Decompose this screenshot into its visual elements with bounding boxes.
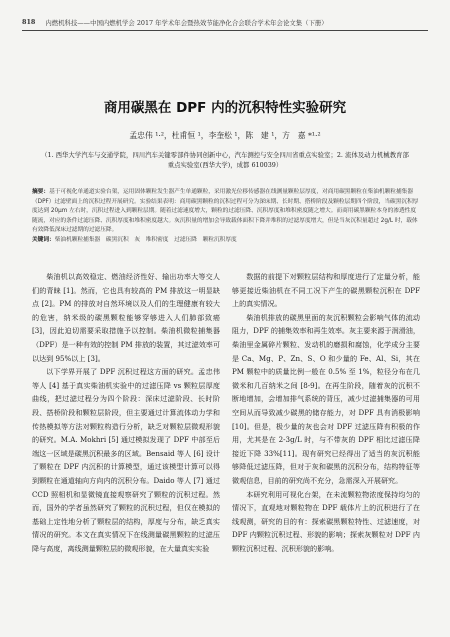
- paper-title: 商用碳黑在 DPF 内的沉积特性实验研究: [103, 100, 347, 116]
- abstract-text: 基于可视化单通道实验台架，运用固体颗粒发生器产生单通颗粒，采用激光位移传感器在线测量颗粒层厚度，对商用碳黑颗粒在柴油机颗粒捕集器（DPF）过滤壁面上的沉积过程开展研究。实验结果表明：商用碳黑颗粒的沉积过程可分为深床期、长时期、搭桥阶段及颗粒层期四个阶段，当碳黑沉积厚度达到 20μm 左右时，沉积过程进入到颗粒层期。随着过滤速度增大，颗粒的过滤压降、沉积厚度和堆积密度随之增大。而商用碳黑颗粒本身的渗透性度随流，对应的条件过滤压降、沉积厚度和堆积密度越大。灰沉积量的增加会导致载体面积下降并堆积的过滤厚度增大，但是当灰沉积量超过 2g/L 时，载体有效降低深床过滤期的过滤压降。: [32, 189, 419, 234]
- journal-name: 内燃机科技——中国内燃机学会 2017 年学术年会暨热效节能净化合会联合学术年会论文集（下册）: [45, 18, 328, 27]
- abstract-block: [32, 188, 420, 246]
- paragraph: 数据的前提下对颗粒层结构和厚度进行了定量分析，能够更接近柴油机在不同工况下产生的碳黑颗粒沉积在 DPF 上的真实情况。: [232, 272, 420, 309]
- body-column-left: [32, 270, 220, 555]
- paragraph: 本研究利用可视化台架，在未流颗粒物浓度保持均匀的情况下，直观地对颗粒物在 DPF 载体片上的沉积进行了在线观测，研究的目的有：探索碳黑颗粒特性、过滤速度，对 DPF 内颗粒沉积过程、形貌的影响；探索灰颗粒对 DPF 内颗粒沉积过程、沉积形貌的影响。: [232, 489, 420, 553]
- keywords-label: 关键词：: [32, 236, 55, 243]
- paragraph: 以下学界开展了 DPF 沉积过程这方面的研究。孟忠伟等人 [4] 基于真实柴油机实验中的过滤压降 vs 颗粒层厚度曲线，把过滤过程分为四个阶段：深床过滤阶段、长时阶段、搭桥阶段和颗粒层阶段，但主要通过计算流体动力学和传热模拟等方法对颗粒构造行分析，缺乏对颗粒层微观形貌的研究。M.A. Mokhri [5] 通过模拟发现了 DPF 中部至后端这一区域是碳黑沉积最多的区域。Bensaid 等人 [6] 设计了颗粒在 DPF 内沉积的计算模型，通过该模型计算可以得到颗粒在通道轴向方向内的沉积分布。Daido 等人 [7] 通过 CCD 照相机和显微镜直接观察研究了颗粒的沉积过程。然而，国外的学者虽然研究了颗粒的沉积过程，但仅在模拟的基础上定性地分析了颗粒层的结构，厚度与分布，缺乏真实情况的研究。本文在真实情况下在线测量碳黑颗粒的过滤压降与高度，离线测量颗粒层的微观形貌，在大量真实实验: [32, 367, 220, 553]
- affiliation: （1. 西华大学汽车与交通学院，四川汽车关键零部件协同创新中心，汽车测控与安全四川省重点实验室；2. 流体及动力机械教育部重点实验室(西华大学)，成都 610039）: [41, 151, 409, 169]
- paragraph: 柴油机排放的碳黑里面的灰沉积颗粒会影响气体的流动阻力，DPF 的捕集效率和再生效率。灰主要来源于润滑油，柴油里金属碎片颗粒、发动机的磨损和腐蚀，化学成分主要是 Ca、Mg、P、Zn、S、O 和少量的 Fe、Al、Si，其在 PM 颗粒中的质量比例一般在 0.5% 至 1%，粒径分布在几微米和几百纳米之间 [8-9]。在再生阶段，随着灰的沉积不断地增加，会增加排气系统的背压，减少过滤捕集器的可用空间从而导致减少碳黑的储存能力，对 DPF 具有消极影响 [10]。但是，极少量的灰也会对 DPF 过滤压降有积极的作用，尤其是在 2-3g/L 时，与不带灰的 DPF 相比过滤压降接近下降 33%[11]。现有研究已经得出了适当的灰沉积能够降低过滤压降，但对于灰和碳黑的沉积分布，结构特征等微观信息，目前的研究尚不充分，急需深入开展研究。: [232, 312, 420, 485]
- body-column-right: [232, 270, 420, 555]
- author-list: 孟忠伟 ¹·²，杜甫恒 ¹，李奎松 ¹，陈 建 ¹，方 嘉 *¹·²: [129, 131, 321, 140]
- abstract-label: 摘要：: [32, 189, 50, 195]
- running-header: [22, 14, 428, 31]
- page-number: 818: [22, 18, 36, 26]
- keywords-text: 柴油机颗粒捕集器 碳黑沉积 灰 堆积密度 过滤压降 颗粒沉积厚度: [54, 236, 237, 243]
- paragraph: 柴油机以高效稳定、燃油经济性好、输出功率大等交人们的青睐 [1]。然而，它也具有较高的 PM 排放这一明显缺点 [2]。PM 的排放对自然环境以及人们的生理健康有较大的危害，纳米级的碳黑颗粒能够穿够进入人们肺部致癌 [3]，因此迫切需要采取措施予以控制。柴油机微粒捕集器（DPF）是一种有效的控制 PM 排放的装置，其过滤效率可以达到 95%以上 [3]。: [32, 272, 220, 363]
